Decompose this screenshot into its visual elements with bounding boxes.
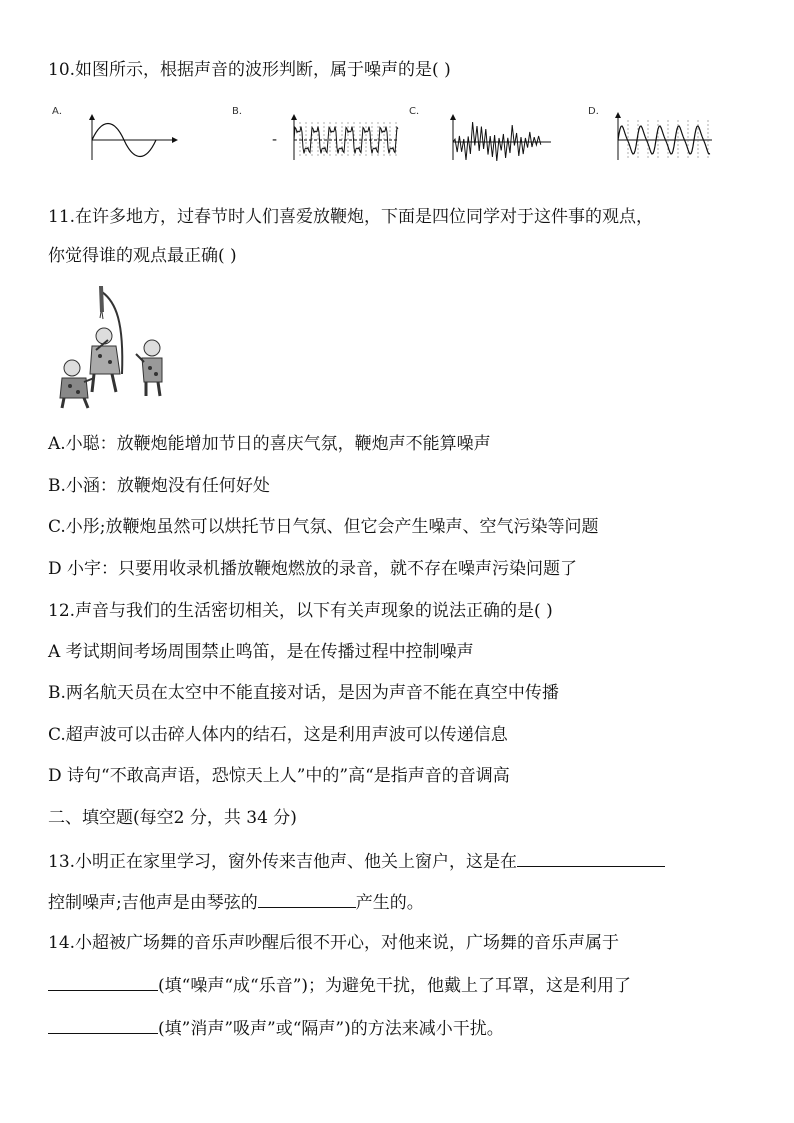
periodic-wave-icon bbox=[588, 102, 718, 164]
q12-option-b[interactable]: B.两名航天员在太空中不能直接对话，是因为声音不能在真空中传播 bbox=[48, 683, 559, 703]
q10-option-b-dash: - bbox=[272, 132, 278, 148]
q13-part3: 产生的。 bbox=[355, 893, 424, 913]
q14-blank-1[interactable] bbox=[48, 972, 158, 991]
section2-title: 二、填空题(每空2 分，共 34 分) bbox=[48, 808, 297, 828]
q12-option-a[interactable]: A 考试期间考场周围禁止鸣笛，是在传播过程中控制噪声 bbox=[48, 642, 474, 662]
q14-line1: 14.小超被广场舞的音乐声吵醒后很不开心，对他来说，广场舞的音乐声属于 bbox=[48, 933, 620, 953]
firecracker-children-illustration bbox=[56, 282, 168, 410]
q10-option-d[interactable] bbox=[588, 102, 718, 164]
irregular-noise-wave-icon bbox=[409, 102, 559, 164]
q10-option-c-label: C． bbox=[409, 106, 426, 117]
q14-blank-2[interactable] bbox=[48, 1015, 158, 1034]
q10-option-c[interactable] bbox=[409, 102, 559, 164]
q10-option-d-label: D． bbox=[588, 106, 606, 117]
q10-option-b-label: B． bbox=[232, 106, 249, 117]
q11-option-d[interactable]: D 小宇：只要用收录机播放鞭炮燃放的录音，就不存在噪声污染问题了 bbox=[48, 559, 578, 579]
q12-option-c[interactable]: C.超声波可以击碎人体内的结石，这是利用声波可以传递信息 bbox=[48, 725, 508, 745]
q10-stem: 10.如图所示，根据声音的波形判断，属于噪声的是( ) bbox=[48, 60, 451, 80]
sine-wave-icon bbox=[52, 102, 182, 164]
periodic-complex-wave-icon bbox=[232, 102, 402, 164]
q11-option-a[interactable]: A.小聪：放鞭炮能增加节日的喜庆气氛，鞭炮声不能算噪声 bbox=[48, 434, 491, 454]
q11-stem-line1: 11.在许多地方，过春节时人们喜爱放鞭炮，下面是四位同学对于这件事的观点， bbox=[48, 207, 654, 227]
q13-line1 bbox=[48, 848, 665, 874]
q10-option-a[interactable] bbox=[52, 102, 182, 164]
q13-blank-2[interactable] bbox=[258, 889, 356, 908]
q14-line3 bbox=[48, 1015, 504, 1041]
q14-part3: (填”消声”吸声”或“隔声”)的方法来减小干扰。 bbox=[158, 1019, 504, 1039]
q11-stem-line2: 你觉得谁的观点最正确( ) bbox=[48, 246, 237, 266]
q13-part1: 13.小明正在家里学习，窗外传来吉他声、他关上窗户，这是在 bbox=[48, 852, 518, 872]
q10-option-a-label: A． bbox=[52, 106, 69, 117]
q13-blank-1[interactable] bbox=[517, 848, 665, 867]
q14-part2: (填“噪声“成“乐音”)；为避免干扰，他戴上了耳罩，这是利用了 bbox=[158, 976, 632, 996]
q11-option-c[interactable]: C.小彤;放鞭炮虽然可以烘托节日气氛、但它会产生噪声、空气污染等问题 bbox=[48, 517, 599, 537]
q13-line2 bbox=[48, 889, 424, 915]
q12-stem: 12.声音与我们的生活密切相关，以下有关声现象的说法正确的是( ) bbox=[48, 601, 553, 621]
q11-option-b[interactable]: B.小涵：放鞭炮没有任何好处 bbox=[48, 476, 270, 496]
q13-part2: 控制噪声;吉他声是由琴弦的 bbox=[48, 893, 258, 913]
q12-option-d[interactable]: D 诗句“不敢高声语，恐惊天上人”中的”高“是指声音的音调高 bbox=[48, 766, 510, 786]
q10-option-b[interactable] bbox=[232, 102, 402, 164]
q14-line2 bbox=[48, 972, 631, 998]
